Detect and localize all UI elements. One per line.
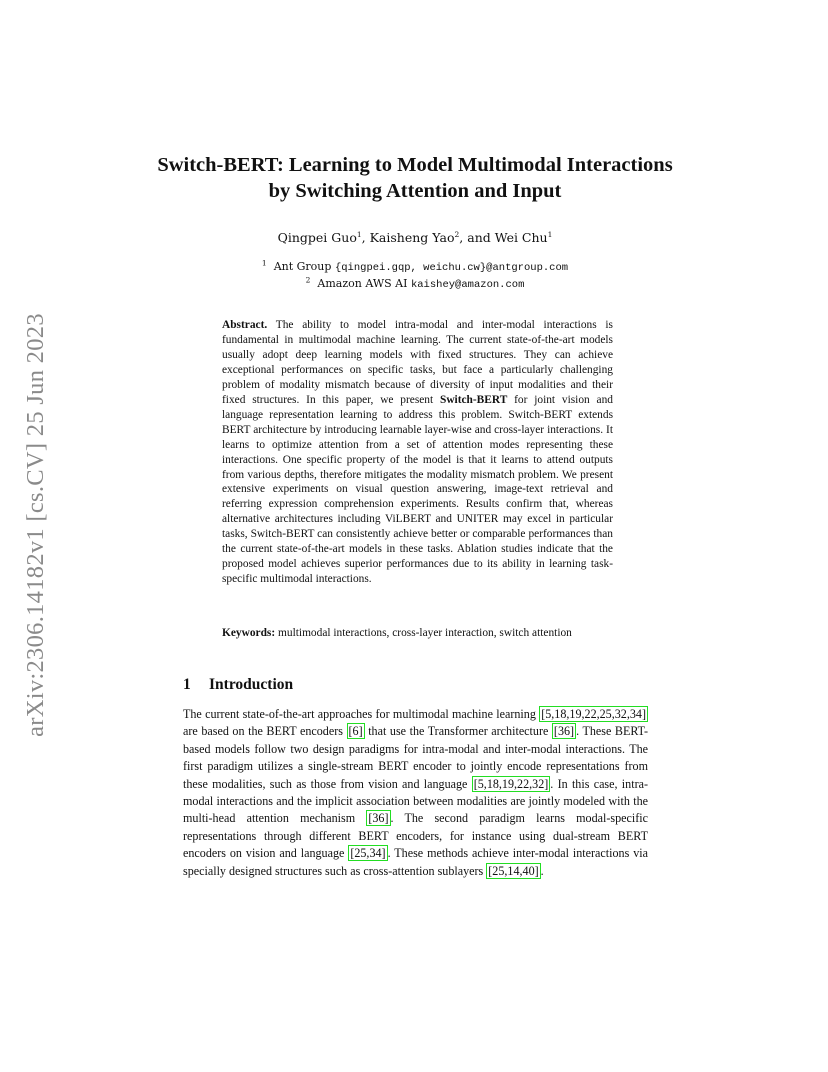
affiliation-org: Amazon AWS AI: [317, 277, 408, 290]
arxiv-identifier: arXiv:2306.14182v1 [cs.CV] 25 Jun 2023: [22, 313, 49, 737]
affiliation-email[interactable]: {qingpei.gqp, weichu.cw}@antgroup.com: [334, 262, 569, 274]
citation-link[interactable]: [36]: [368, 811, 389, 826]
model-name: Switch-BERT: [439, 393, 508, 406]
affiliation-email[interactable]: kaishey@amazon.com: [410, 279, 525, 291]
author-name: Qingpei Guo: [277, 230, 357, 245]
affiliation: [150, 276, 680, 293]
body-text: The current state-of-the-art approaches for multimodal machine learning: [183, 707, 540, 721]
affiliation-mark: 1: [356, 229, 362, 239]
author-name: Kaisheng Yao: [369, 230, 455, 245]
body-text: . These BERT-based models follow two design paradigms for intra-modal and inter-modal interactions. The first paradigm utilizes a single-stream BERT encoder to jointly encode representations from these modalities, such as those from vision and language: [183, 724, 648, 791]
introduction-paragraph: [183, 706, 648, 880]
keywords-text: multimodal interactions, cross-layer interaction, switch attention: [278, 627, 572, 639]
body-text: that use the Transformer architecture: [364, 724, 552, 739]
body-text: are based on the BERT encoders: [183, 724, 347, 739]
author-name: Wei Chu: [494, 230, 548, 245]
affiliation-list: [150, 259, 680, 293]
body-text: . The second paradigm learns modal-specific representations through different BERT encoders, for instance using dual-stream BERT encoders on vision and language: [183, 811, 649, 861]
affiliation: [150, 259, 680, 276]
author-separator: , and: [459, 230, 495, 245]
citation-link[interactable]: [6]: [348, 724, 363, 739]
body-text: .: [540, 863, 544, 878]
abstract-label: Abstract.: [222, 319, 268, 331]
citation-link[interactable]: [5,18,19,22,32]: [473, 776, 549, 791]
section-number: 1: [183, 676, 191, 693]
abstract: [222, 318, 613, 587]
keywords-label: Keywords:: [222, 627, 276, 639]
affiliation-mark: 1: [261, 258, 267, 268]
section-title: Introduction: [209, 676, 294, 693]
affiliation-org: Ant Group: [273, 260, 332, 273]
abstract-text: for joint vision and language representation learning to address this problem. Switch-BERT extends BERT architecture by introducing learnable layer-wise and cross-layer interactions. It learns to optimize attention from a set of attention modes representing these interactions. One specific property of the model is that it learns to attend outputs from various depths, therefore mitigates the modality mismatch problem. We present extensive experiments on visual question answering, image-text retrieval and referring expression comprehension experiments. Results confirm that, whereas alternative architectures including ViLBERT and UNITER may excel in particular tasks, Switch-BERT can consistently achieve better or comparable performances than the current state-of-the-art models in these tasks. Ablation studies indicate that the proposed model achieves superior performances due to its ability in learning task-specific multimodal interactions.: [222, 393, 613, 586]
keywords: [222, 626, 613, 641]
affiliation-mark: 2: [305, 275, 311, 285]
citation-link[interactable]: [36]: [553, 724, 575, 739]
body-text: . In this case, intra-modal interactions and the implicit association between modalities are jointly modeled with the multi-head attention mechanism: [183, 776, 648, 826]
abstract-text: The ability to model intra-modal and inter-modal interactions is fundamental in multimodal machine learning. The current state-of-the-art models usually adopt deep learning models with fixed structures. They can achieve exceptional performances on specific tasks, but face a particularly challenging problem of modality mismatch because of diversity of input modalities and their fixed structures. In this paper, we present: [222, 319, 613, 406]
affiliation-mark: 1: [547, 229, 553, 239]
citation-link[interactable]: [25,34]: [350, 846, 386, 861]
arxiv-identifier-sidebar: [8, 290, 64, 760]
author-list: [150, 230, 680, 245]
citation-link[interactable]: [25,14,40]: [488, 863, 539, 878]
citation-link[interactable]: [5,18,19,22,25,32,34]: [541, 707, 646, 721]
paper-title: Switch-BERT: Learning to Model Multimodal Interactions by Switching Attention and Input: [157, 154, 673, 202]
section-heading-introduction: [183, 676, 293, 694]
affiliation-mark: 2: [454, 229, 460, 239]
author-separator: ,: [361, 230, 370, 245]
body-text: . These methods achieve inter-modal interactions via specially designed structures such as cross-attention sublayers: [183, 846, 648, 878]
